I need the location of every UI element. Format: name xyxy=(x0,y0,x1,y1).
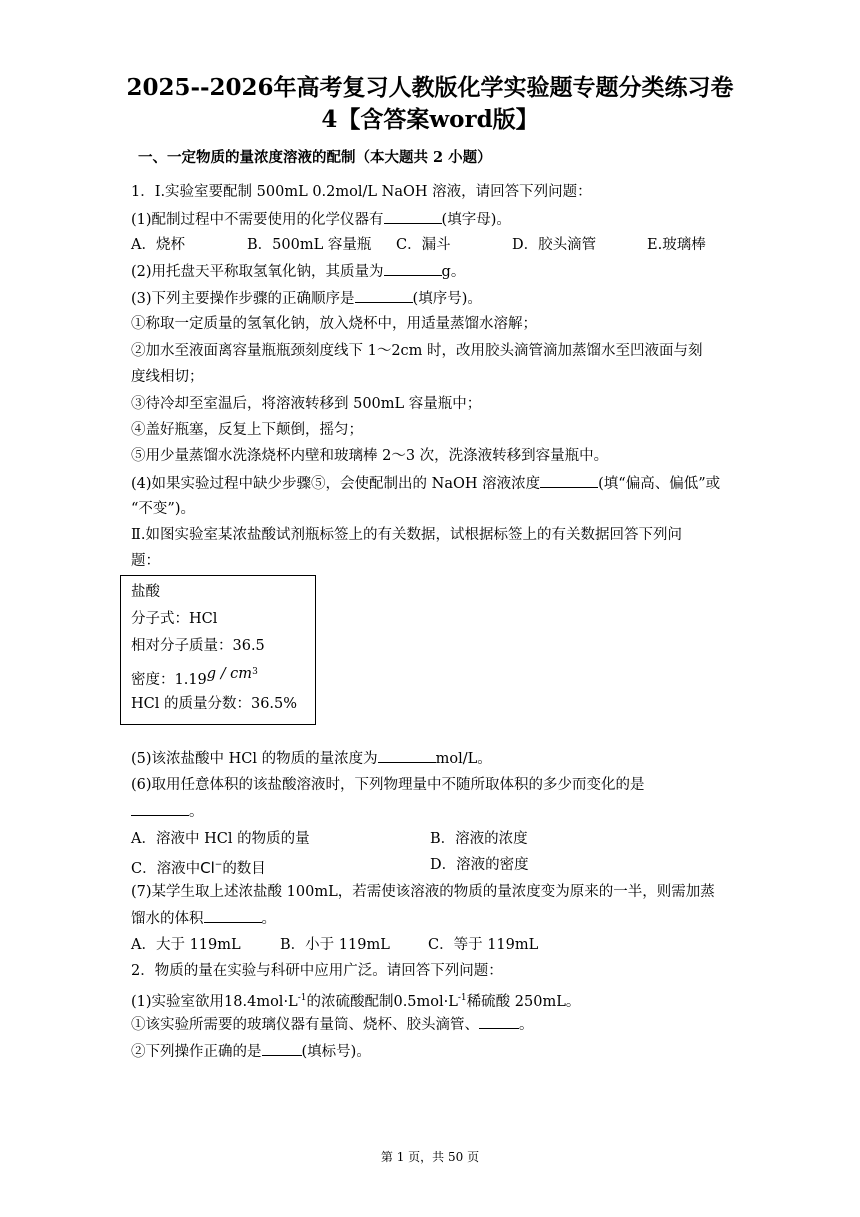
answer-blank xyxy=(262,1041,302,1056)
option-a: A．烧杯 xyxy=(131,237,185,253)
label-name: 盐酸 xyxy=(131,584,160,600)
step-5: ⑤用少量蒸馏水洗涤烧杯内壁和玻璃棒 2～3 次，洗涤液转移到容量瓶中。 xyxy=(131,448,609,464)
q2-part1: (1)实验室欲用$18.4mol\cdot L^{-1}$的浓硫酸配制$0.5mol\cdot L^{-1}$稀硫酸 250mL。 xyxy=(131,993,581,1010)
option-7a: A．大于 119mL xyxy=(131,937,241,953)
q2-sub2: ②下列操作正确的是 (填标号)。 xyxy=(131,1041,371,1062)
page-footer: 第 1 页，共 50 页 xyxy=(380,1150,480,1164)
label-formula: 分子式：HCl xyxy=(131,611,218,627)
option-6d: D．溶液的密度 xyxy=(430,857,529,873)
option-6b: B．溶液的浓度 xyxy=(430,831,528,847)
q2-sub1: ①该实验所需要的玻璃仪器有量筒、烧杯、胶头滴管、 。 xyxy=(131,1014,534,1035)
answer-blank xyxy=(384,261,442,276)
step-4: ④盖好瓶塞，反复上下颠倒，摇匀； xyxy=(131,422,363,438)
q1-part6: (6)取用任意体积的该盐酸溶液时，下列物理量中不随所取体积的多少而变化的是 xyxy=(131,777,645,793)
q2-intro: 2．物质的量在实验与科研中应用广泛。请回答下列问题： xyxy=(131,963,503,979)
option-d: D．胶头滴管 xyxy=(512,237,597,253)
step-2-cont: 度线相切； xyxy=(131,369,204,385)
option-6a: A．溶液中 HCl 的物质的量 xyxy=(131,831,310,847)
label-molar-mass: 相对分子质量：36.5 xyxy=(131,638,265,654)
option-7c: C．等于 119mL xyxy=(428,937,539,953)
answer-blank xyxy=(384,209,442,224)
answer-blank xyxy=(355,288,413,303)
q1-part4: (4)如果实验过程中缺少步骤⑤，会使配制出的 NaOH 溶液浓度 (填“偏高、偏低”或 xyxy=(131,473,720,494)
label-mass-fraction: HCl 的质量分数：36.5% xyxy=(131,696,298,712)
section-heading: 一、一定物质的量浓度溶液的配制（本大题共 2 小题） xyxy=(138,149,492,166)
answer-blank xyxy=(540,473,598,488)
q1-part5: (5)该浓盐酸中 HCl 的物质的量浓度为 mol/L。 xyxy=(131,748,492,769)
answer-blank xyxy=(479,1014,519,1029)
option-7b: B．小于 119mL xyxy=(280,937,390,953)
q1-part7-cont: 馏水的体积 。 xyxy=(131,908,276,929)
q1-intro: 1．Ⅰ.实验室要配制 500mL 0.2mol/L NaOH 溶液，请回答下列问题： xyxy=(131,184,592,200)
doc-title-line2: 4【含答案word版】 xyxy=(321,106,539,133)
reagent-label-box xyxy=(120,575,316,725)
step-2: ②加水至液面离容量瓶瓶颈刻度线下 1～2cm 时，改用胶头滴管滴加蒸馏水至凹液面与刻 xyxy=(131,343,703,359)
step-1: ①称取一定质量的氢氧化钠，放入烧杯中，用适量蒸馏水溶解； xyxy=(131,316,537,332)
label-density: 密度：$1.19g / cm^3$ xyxy=(131,666,258,688)
q1-part-ii: Ⅱ.如图实验室某浓盐酸试剂瓶标签上的有关数据，试根据标签上的有关数据回答下列问 xyxy=(131,527,682,543)
answer-blank xyxy=(131,801,189,816)
q1-part3: (3)下列主要操作步骤的正确顺序是 (填序号)。 xyxy=(131,288,482,309)
option-c: C．漏斗 xyxy=(396,237,451,253)
step-3: ③待冷却至室温后，将溶液转移到 500mL 容量瓶中； xyxy=(131,396,482,412)
option-6c: C．溶液中Cl−的数目 xyxy=(131,859,266,877)
answer-blank xyxy=(204,908,262,923)
q1-part2: (2)用托盘天平称取氢氧化钠，其质量为 g。 xyxy=(131,261,465,282)
q1-part4-cont: “不变”)。 xyxy=(131,501,195,517)
q1-part1: (1)配制过程中不需要使用的化学仪器有 (填字母)。 xyxy=(131,209,511,230)
option-b: B．500mL 容量瓶 xyxy=(247,237,372,253)
doc-title-line1: 2025--2026年高考复习人教版化学实验题专题分类练习卷 xyxy=(126,74,734,101)
q1-part7: (7)某学生取上述浓盐酸 100mL，若需使该溶液的物质的量浓度变为原来的一半，则需加蒸 xyxy=(131,884,715,900)
q1-part-ii-cont: 题： xyxy=(131,553,160,569)
q1-part6-blank: 。 xyxy=(131,801,204,822)
option-e: E.玻璃棒 xyxy=(647,237,706,253)
answer-blank xyxy=(378,748,436,763)
